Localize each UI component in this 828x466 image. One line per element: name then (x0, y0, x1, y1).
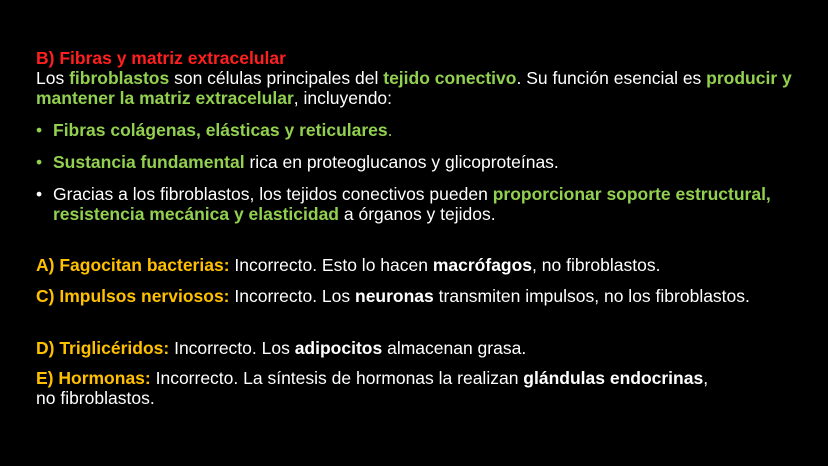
answer-d-text-2: almacenan grasa. (382, 338, 527, 358)
answer-d (36, 338, 806, 358)
intro-text-5: . Su función esencial es (516, 68, 707, 88)
intro-fibroblastos: fibroblastos (69, 68, 170, 88)
section-heading: B) Fibras y matriz extracelular (36, 48, 286, 68)
bullet-list (36, 120, 806, 224)
bullet-dot-icon: • (36, 152, 43, 172)
answer-e (36, 368, 716, 408)
answer-c-text-1: Incorrecto. Los (229, 286, 355, 306)
section-b (36, 48, 806, 108)
bullet-dot-icon: • (36, 184, 43, 204)
answer-a-bold: macrófagos (432, 255, 533, 275)
bullet-1-highlight: Fibras colágenas, elásticas y reticulares (53, 120, 388, 140)
intro-text-3: son células principales del (169, 68, 384, 88)
answer-e-label: E) Hormonas: (36, 368, 151, 388)
answer-d-label: D) Triglicéridos: (36, 338, 170, 358)
answer-a-label: A) Fagocitan bacterias: (36, 255, 230, 275)
answer-e-text-2: , no fibroblastos. (36, 368, 709, 408)
bullet-item-gracias (36, 184, 806, 224)
answer-c (36, 286, 806, 306)
answer-c-label: C) Impulsos nerviosos: (36, 286, 230, 306)
bullet-item-sustancia (36, 152, 806, 172)
intro-matriz: producir y mantener la matriz extracelular (36, 68, 792, 108)
intro-text-7: , incluyendo: (293, 88, 393, 108)
bullet-3-rest: a órganos y tejidos. (339, 204, 496, 224)
bullet-3-highlight: proporcionar soporte estructural, resistencia mecánica y elasticidad (53, 184, 771, 224)
bullet-dot-icon: • (36, 120, 43, 140)
bullet-2-rest: rica en proteoglucanos y glicoproteínas. (244, 152, 559, 172)
bullet-item-fibras (36, 120, 806, 140)
intro-tejido-conectivo: tejido conectivo (383, 68, 517, 88)
intro-paragraph (36, 68, 806, 108)
bullet-1-rest: . (387, 120, 393, 140)
intro-text-1: Los (36, 68, 70, 88)
answer-a-text-2: , no fibroblastos. (532, 255, 661, 275)
bullet-2-highlight: Sustancia fundamental (53, 152, 245, 172)
answer-e-text-1: Incorrecto. La síntesis de hormonas la realizan (150, 368, 524, 388)
bullet-3-pre: Gracias a los fibroblastos, los tejidos conectivos pueden (53, 184, 493, 204)
answer-a-text-1: Incorrecto. Esto lo hacen (229, 255, 433, 275)
answer-d-bold: adipocitos (294, 338, 383, 358)
answer-d-text-1: Incorrecto. Los (169, 338, 295, 358)
answer-e-bold: glándulas endocrinas (523, 368, 704, 388)
answer-c-bold: neuronas (355, 286, 434, 306)
answer-a (36, 255, 806, 275)
answer-c-text-2: transmiten impulsos, no los fibroblastos. (433, 286, 750, 306)
